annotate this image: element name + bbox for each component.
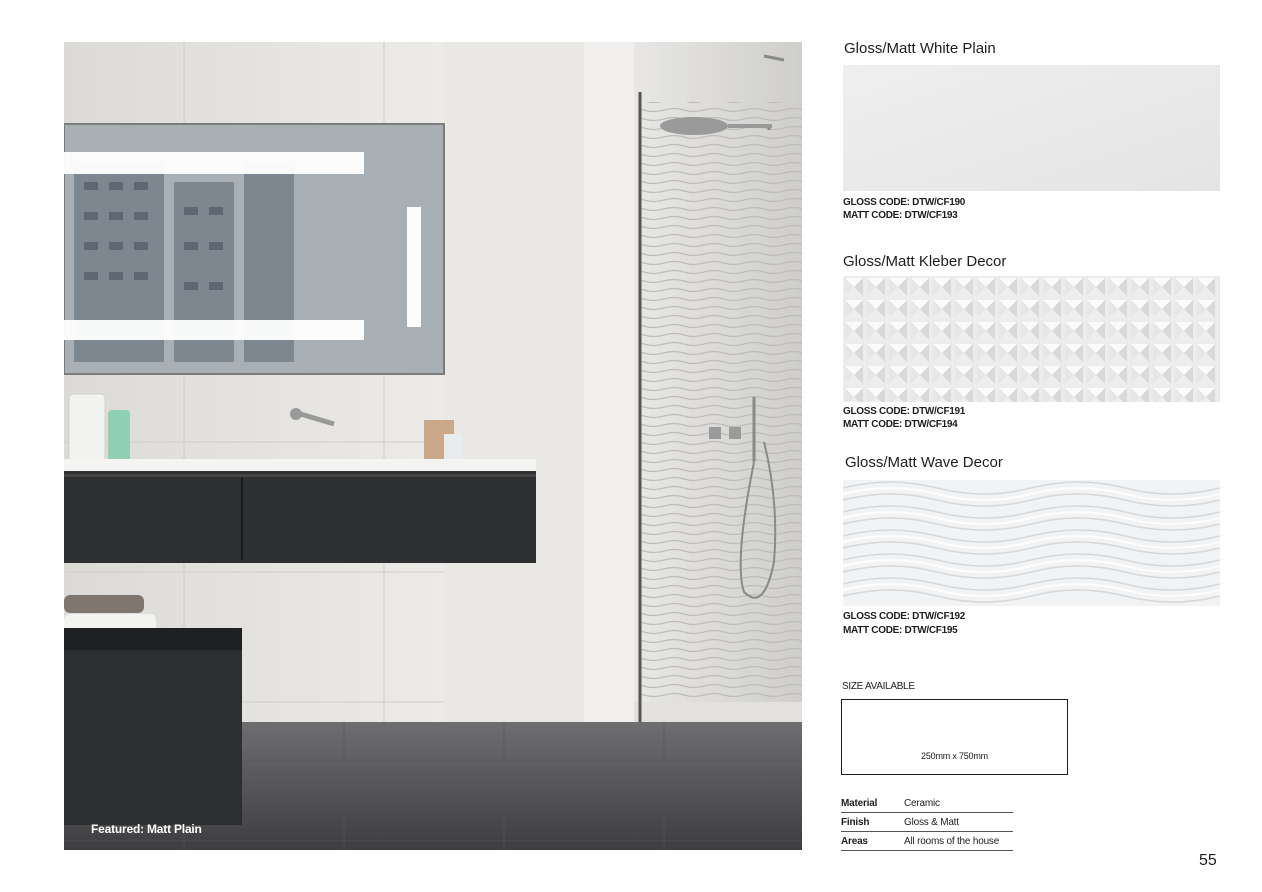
spec-row-areas: [841, 832, 1013, 851]
spec-value: Ceramic: [904, 794, 1013, 813]
gloss-code-wave-decor: GLOSS CODE: DTW/CF192: [843, 611, 966, 622]
tile-title-kleber-decor: Gloss/Matt Kleber Decor: [843, 253, 1007, 270]
spec-key: Material: [841, 794, 904, 813]
tile-title-white-plain: Gloss/Matt White Plain: [844, 40, 996, 57]
matt-code-wave-decor: MATT CODE: DTW/CF195: [843, 625, 958, 636]
kleber-decor-swatch: [843, 276, 1220, 402]
matt-code-white-plain: MATT CODE: DTW/CF193: [843, 210, 958, 221]
gloss-code-kleber-decor: GLOSS CODE: DTW/CF191: [843, 406, 966, 417]
spec-row-material: [841, 794, 1013, 813]
size-label: 250mm x 750mm: [921, 751, 988, 761]
featured-bathroom-photo: [64, 42, 802, 850]
white-plain-swatch: [843, 65, 1220, 191]
spec-value: Gloss & Matt: [904, 813, 1013, 832]
spec-table: [841, 794, 1013, 851]
tile-title-wave-decor: Gloss/Matt Wave Decor: [845, 454, 1003, 471]
photo-caption: Featured: Matt Plain: [91, 822, 202, 836]
spec-value: All rooms of the house: [904, 832, 1013, 851]
size-diagram-box: [841, 699, 1068, 775]
spec-key: Finish: [841, 813, 904, 832]
page-number: 55: [1199, 852, 1217, 869]
wave-decor-swatch: [843, 480, 1220, 606]
size-available-heading: SIZE AVAILABLE: [842, 681, 915, 692]
gloss-code-white-plain: GLOSS CODE: DTW/CF190: [843, 197, 966, 208]
matt-code-kleber-decor: MATT CODE: DTW/CF194: [843, 419, 958, 430]
spec-row-finish: [841, 813, 1013, 832]
spec-key: Areas: [841, 832, 904, 851]
